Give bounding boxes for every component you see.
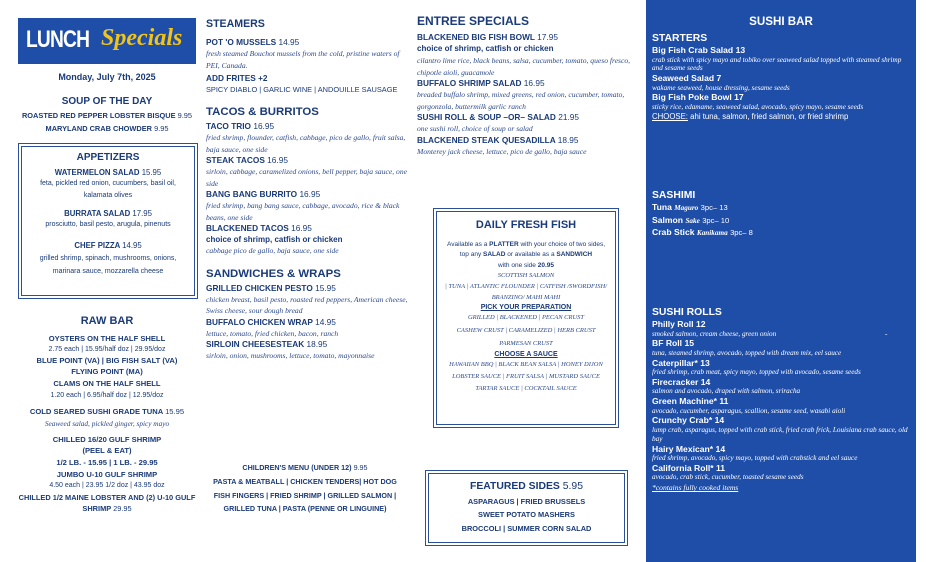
logo-banner: [18, 18, 196, 64]
appetizer-burrata: BURRATA SALAD 17.95 prosciutto, basil pesto, arugula, pinenuts: [45, 209, 171, 228]
featured-sides-content: FEATURED SIDES 5.95 ASPARAGUS | FRIED BRUSSELS SWEET POTATO MASHERS BROCCOLI | SUMMER CORN SALAD: [461, 481, 592, 533]
tacos-list: TACO TRIO 16.95 fried shrimp, flounder, catfish, cabbage, pico de gallo, fruit salsa, baja sauce, one side STEAK TACOS 16.95 sirloin, cabbage, caramelized onions, bell pepper, baja sauce, one side BANG BANG BURRITO 16.95 fried shrimp, bang bang sauce, cabbage, avocado, rice & black beans, one side BLACKENED TACOS 16.95 choice of shrimp, catfish or chicken cabbage pico de gallo, baja sauce, one side: [206, 121, 407, 255]
entree-list: BLACKENED BIG FISH BOWL 17.95 choice of shrimp, catfish or chicken cilantro lime rice, black beans, salsa, cucumber, tomato, queso fresco, chipotle aioli, guacamole BUFFALO SHRIMP SALAD 16.95 breaded buffalo shrimp, mixed greens, red onion, cucumber, tomato, gorgonzola, buttermilk garlic ranch SUSHI ROLL & SOUP –OR– SALAD 21.95 one sushi roll, choice of soup or salad BLACKENED STEAK QUESADILLA 18.95 Monterey jack cheese, lettuce, pico de gallo, baja sauce: [417, 32, 631, 156]
fresh-fish-content: DAILY FRESH FISH Available as a PLATTER with your choice of two sides, top any SALAD or available as a SANDWICH with one side 20.95 SCOTTISH SALMON | TUNA | ATLANTIC FLOUNDER | CATFISH /SWORDFISH/ BRANZINO/ MAHI MAHI PICK YOUR PREPARATION GRILLED | BLACKENED | PECAN CRUST CASHEW CRUST | CARAMELIZED | HERB CRUST PARMESAN CRUST CHOOSE A SAUCE HAWAIIAN BBQ | BLACK BEAN SALSA | HONEY DIJON LOBSTER SAUCE | FRUIT SALSA | MUSTARD SAUCE TARTAR SAUCE | COCKTAIL SAUCE: [438, 218, 614, 395]
appetizer-watermelon: WATERMELON SALAD 15.95 feta, pickled red onion, cucumbers, basil oil, kalamata olives: [40, 168, 176, 199]
steamers-title: STEAMERS: [206, 18, 265, 30]
sushi-bar-panel: [646, 0, 916, 562]
steamers-addon: ADD FRITES +2: [206, 73, 268, 83]
entree-column: [417, 14, 639, 157]
rawbar-content: OYSTERS ON THE HALF SHELL 2.75 each | 15.95/half doz | 29.95/doz BLUE POINT (VA) | BIG FISH SALT (VA) FLYING POINT (MA) CLAMS ON THE HALF SHELL 1.20 each | 6.95/half doz | 12.95/doz COLD SEARED SUSHI GRADE TUNA 15.95 Seaweed salad, pickled ginger, spicy mayo CHILLED 16/20 GULF SHRIMP (PEEL & EAT) 1/2 LB. - 15.95 | 1 LB. - 29.95 JUMBO U-10 GULF SHRIMP 4.50 each | 23.95 1/2 doz | 43.95 doz CHILLED 1/2 MAINE LOBSTER AND (2) U-10 GULF SHRIMP 29.95: [18, 334, 196, 513]
sushi-sashimi: SASHIMI Tuna Maguro 3pc– 13 Salmon Sake 3pc– 10 Crab Stick Kanikama 3pc– 8: [652, 190, 753, 237]
sandwiches-title: SANDWICHES & WRAPS: [206, 267, 341, 280]
logo-word-specials: Specials: [101, 25, 183, 51]
sushi-rolls: SUSHI ROLLS Philly Roll 12 smoked salmon, cream cheese, green onion - BF Roll 15 tuna, steamed shrimp, avocado, topped with dream mix, eel sauce Caterpillar* 13 fried shrimp, crab meat, spicy mayo, topped with avocado, sesame seeds Firecracker 14 salmon and avocado, draped with salmon, sriracha Green Machine* 11 avocado, cucumber, asparagus, scallion, sesame seed, wasabi aioli Crunchy Crab* 14 lump crab, asparagus, topped with crab stick, fried crab frick, Louisiana crab sauce, old bay Hairy Mexican* 14 fried shrimp, avocado, spicy mayo, topped with crabstick and eel sauce California Roll* 11 avocado, crab stick, cucumber, toasted sesame seeds *contains fully cooked items: [652, 306, 910, 493]
fresh-fish-title: DAILY FRESH FISH: [475, 219, 577, 231]
kids-menu: CHILDREN'S MENU (UNDER 12) 9.95 PASTA & MEATBALL | CHICKEN TENDERS| HOT DOG FISH FINGERS | FRIED SHRIMP | GRILLED SALMON | GRILLED TUNA | PASTA (PENNE OR LINGUINE): [213, 463, 397, 513]
steamers-mussels: POT 'O MUSSELS 14.95 fresh steamed Bouchot mussels from the cold, pristine waters of PEI, Canada. ADD FRITES +2 SPICY DIABLO | GARLIC WINE | ANDOUILLE SAUSAGE: [206, 37, 408, 95]
sushi-title: SUSHI BAR: [749, 15, 813, 28]
steamers-sauces: SPICY DIABLO | GARLIC WINE | ANDOUILLE SAUSAGE: [206, 85, 398, 94]
appetizers-title: APPETIZERS: [76, 152, 140, 163]
sushi-note: *contains fully cooked items: [652, 483, 739, 493]
logo-word-lunch: LUNCH: [26, 26, 90, 53]
soup-item-1: ROASTED RED PEPPER LOBSTER BISQUE 9.95: [21, 111, 193, 120]
soup-item-2: MARYLAND CRAB CHOWDER 9.95: [45, 124, 169, 133]
middle-column: [206, 17, 408, 362]
rawbar-title: RAW BAR: [80, 315, 134, 327]
appetizer-chef-pizza: CHEF PIZZA 14.95 grilled shrimp, spinach, mushrooms, onions, marinara sauce, mozzarella cheese: [39, 241, 177, 275]
sandwiches-list: GRILLED CHICKEN PESTO 15.95 chicken breast, basil pesto, roasted red peppers, American cheese, Swiss cheese, sour dough bread BUFFALO CHICKEN WRAP 14.95 lettuce, tomato, fried chicken, bacon, ranch SIRLOIN CHEESESTEAK 18.95 sirloin, onion, mushrooms, lettuce, tomato, mayonnaise: [206, 282, 408, 360]
tacos-title: TACOS & BURRITOS: [206, 106, 319, 118]
soup-title: SOUP OF THE DAY: [61, 96, 153, 107]
menu-date: Monday, July 7th, 2025: [58, 72, 156, 82]
sushi-starters: STARTERS Big Fish Crab Salad 13 crab stick with spicy mayo and tobiko over seaweed salad topped with steamed shrimp and sesame seeds Seaweed Salad 7 wakame seaweed, house dressing, sesame seeds Big Fish Poke Bowl 17 sticky rice, edamame, seaweed salad, avocado, spicy mayo, sesame seeds CHOOSE: ahi tuna, salmon, fried salmon, or fried shrimp: [652, 33, 902, 121]
entree-title: ENTREE SPECIALS: [417, 14, 530, 28]
